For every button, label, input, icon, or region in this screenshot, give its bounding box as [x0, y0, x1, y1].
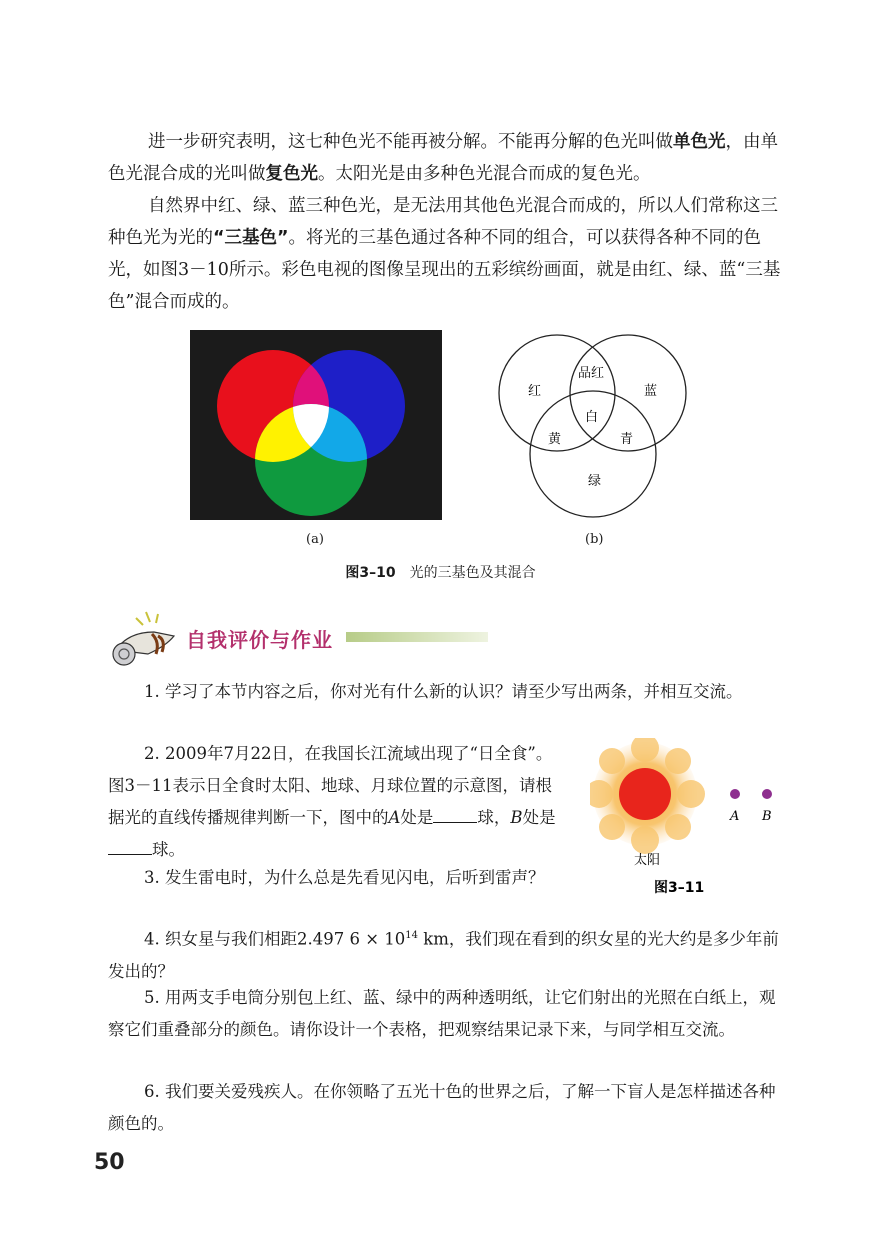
question-2-text-3: 球，	[477, 808, 511, 827]
page-number: 50	[94, 1150, 125, 1175]
eclipse-diagram	[590, 738, 790, 898]
answer-blank-b[interactable]	[108, 840, 152, 855]
venn-graphic	[492, 333, 692, 538]
venn-label-yellow: 黄	[548, 432, 562, 447]
paragraph-three-primary-colors	[108, 190, 788, 318]
question-4-text-2: km，我们现在看到的织女星的光大约是多少年前发出的？	[108, 929, 779, 981]
paragraph2-text-1: 自然界中红、绿、蓝三种色光，是无法用其他色光混合而成的，所以人们常称这三种色光为光的	[108, 196, 778, 248]
question-2-label-b: B	[510, 808, 523, 827]
paragraph1-text-2: ，由单色光混合成的光叫做	[108, 132, 778, 184]
venn-label-white: 白	[585, 410, 599, 425]
subfigure-caption-a: (a)	[306, 532, 324, 547]
question-2-label-a: A	[388, 808, 401, 827]
subfigure-caption-b: (b)	[585, 532, 604, 547]
venn-label-magenta: 品红	[578, 366, 605, 381]
question-2-text-5: 球。	[152, 840, 185, 859]
figure-3-10-caption	[0, 562, 881, 582]
question-2-text-1: 2. 2009年7月22日，在我国长江流域出现了“日全食”。图3－11表示日全食时太阳、地球、月球位置的示意图，请根据光的直线传播规律判断一下，图中的	[108, 744, 553, 827]
question-2-text-2: 处是	[400, 808, 434, 827]
point-b-dot	[762, 789, 772, 799]
rgb-mixing-photo	[190, 330, 442, 520]
section-title-bar	[346, 632, 488, 642]
question-3-text: 3. 发生雷电时，为什么总是先看见闪电，后听到雷声？	[144, 868, 545, 887]
venn-diagram	[492, 333, 692, 538]
venn-label-cyan: 青	[620, 432, 634, 447]
section-header	[108, 610, 488, 670]
question-5	[108, 982, 788, 1046]
question-3	[108, 862, 568, 894]
scroll-icon	[108, 610, 188, 670]
venn-label-red: 红	[528, 384, 542, 399]
term-monochromatic-light: 单色光	[673, 132, 726, 152]
question-4	[108, 920, 788, 988]
question-1	[108, 676, 788, 708]
figure-title: 光的三基色及其混合	[409, 565, 536, 581]
paragraph-monochromatic-light	[108, 126, 788, 190]
paragraph2-text-2: 。将光的三基色通过各种不同的组合，可以获得各种不同的色光，如图3－10所示。彩色电视的图像呈现出的五彩缤纷画面，就是由红、绿、蓝“三基色”混合而成的。	[108, 228, 781, 312]
venn-label-green: 绿	[588, 474, 602, 489]
term-three-primary-colors: “三基色”	[213, 228, 289, 248]
eclipse-graphic	[590, 738, 790, 898]
sun	[619, 768, 671, 820]
rgb-circles-graphic	[190, 330, 442, 520]
point-a-label: A	[730, 809, 740, 824]
figure-3-11-caption: 图3–11	[654, 880, 705, 896]
term-polychromatic-light: 复色光	[265, 164, 318, 184]
answer-blank-a[interactable]	[433, 808, 477, 823]
sun-label: 太阳	[634, 853, 661, 868]
paragraph1-text-1: 进一步研究表明，这七种色光不能再被分解。不能再分解的色光叫做	[148, 132, 673, 152]
venn-label-blue: 蓝	[644, 384, 658, 399]
question-6	[108, 1076, 788, 1140]
point-a-dot	[730, 789, 740, 799]
question-2-text-4: 处是	[522, 808, 556, 827]
question-5-text: 5. 用两支手电筒分别包上红、蓝、绿中的两种透明纸，让它们射出的光照在白纸上，观察它们重叠部分的颜色。请你设计一个表格，把观察结果记录下来，与同学相互交流。	[108, 988, 776, 1039]
question-2	[108, 738, 568, 866]
section-title: 自我评价与作业	[186, 628, 333, 652]
point-b-label: B	[762, 809, 772, 824]
question-1-text: 1. 学习了本节内容之后，你对光有什么新的认识？请至少写出两条，并相互交流。	[144, 682, 743, 701]
question-4-exponent: 14	[405, 930, 419, 941]
paragraph1-text-3: 。太阳光是由多种色光混合而成的复色光。	[318, 164, 651, 184]
figure-number: 图3–10	[345, 565, 396, 581]
question-6-text: 6. 我们要关爱残疾人。在你领略了五光十色的世界之后，了解一下盲人是怎样描述各种颜色的。	[108, 1082, 776, 1133]
question-4-text-1: 4. 织女星与我们相距2.497 6 × 10	[144, 929, 406, 949]
